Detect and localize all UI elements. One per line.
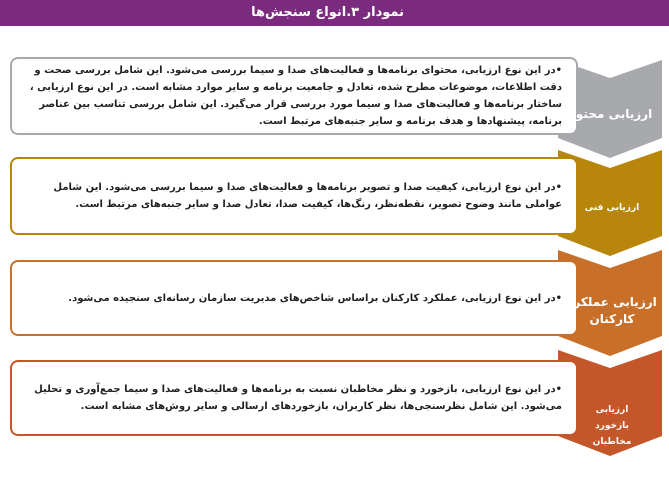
row-content-evaluation — [0, 50, 669, 160]
description-audience-feedback-evaluation: •در این نوع ارزیابی، بازخورد و نظر مخاطبان نسبت به برنامه‌ها و فعالیت‌های صدا و سیما جمع‌آوری و تحلیل می‌شود. این شامل نظرسنجی‌ها، نظر کاربران، بازخوردهای ارسالی و سایر روش‌های مشابه است. — [34, 384, 562, 412]
description-box-staff-performance-evaluation — [10, 260, 578, 336]
label-content-evaluation: ارزیابی محتوا — [571, 107, 653, 121]
label-staff-performance-evaluation: ارزیابی عملکرد کارکنان — [567, 295, 657, 326]
description-staff-performance-evaluation: •در این نوع ارزیابی، عملکرد کارکنان براساس شاخص‌های مدیریت سازمان رسانه‌ای سنجیده می‌شود. — [68, 292, 562, 304]
row-staff-performance-evaluation — [0, 250, 669, 360]
label-audience-feedback-evaluation: ارزیابی بازخورد مخاطبان — [592, 405, 632, 447]
description-content-evaluation: •در این نوع ارزیابی، محتوای برنامه‌ها و فعالیت‌های صدا و سیما بررسی می‌شود. این شامل بررسی صحت و دقت اطلاعات، موضوعات مطرح شده، تعادل و جامعیت برنامه و سایر موارد مشابه است. در این نوع ارزیابی ، ساختار برنامه‌ها و فعالیت‌های صدا و سیما مورد بررسی قرار می‌گیرد. این شامل بررسی تناسب بین عناصر برنامه، پیشنهادها و هدف برنامه و سایر جنبه‌های مرتبط است. — [29, 65, 562, 127]
description-box-technical-evaluation — [10, 157, 578, 235]
row-technical-evaluation — [0, 150, 669, 260]
description-technical-evaluation: •در این نوع ارزیابی، کیفیت صدا و تصویر برنامه‌ها و فعالیت‌های صدا و سیما بررسی می‌شود. این شامل عواملی مانند وضوح تصویر، نقطه‌نظر، رنگ‌ها، کیفیت صدا، تعادل صدا و سایر جنبه‌های مرتبط است. — [53, 182, 562, 210]
label-technical-evaluation: ارزیابی فنی — [584, 203, 640, 213]
description-box-content-evaluation — [10, 57, 578, 135]
description-box-audience-feedback-evaluation — [10, 360, 578, 436]
row-audience-feedback-evaluation — [0, 350, 669, 460]
diagram-title: نمودار ۳.انواع سنجش‌ها — [0, 0, 669, 26]
